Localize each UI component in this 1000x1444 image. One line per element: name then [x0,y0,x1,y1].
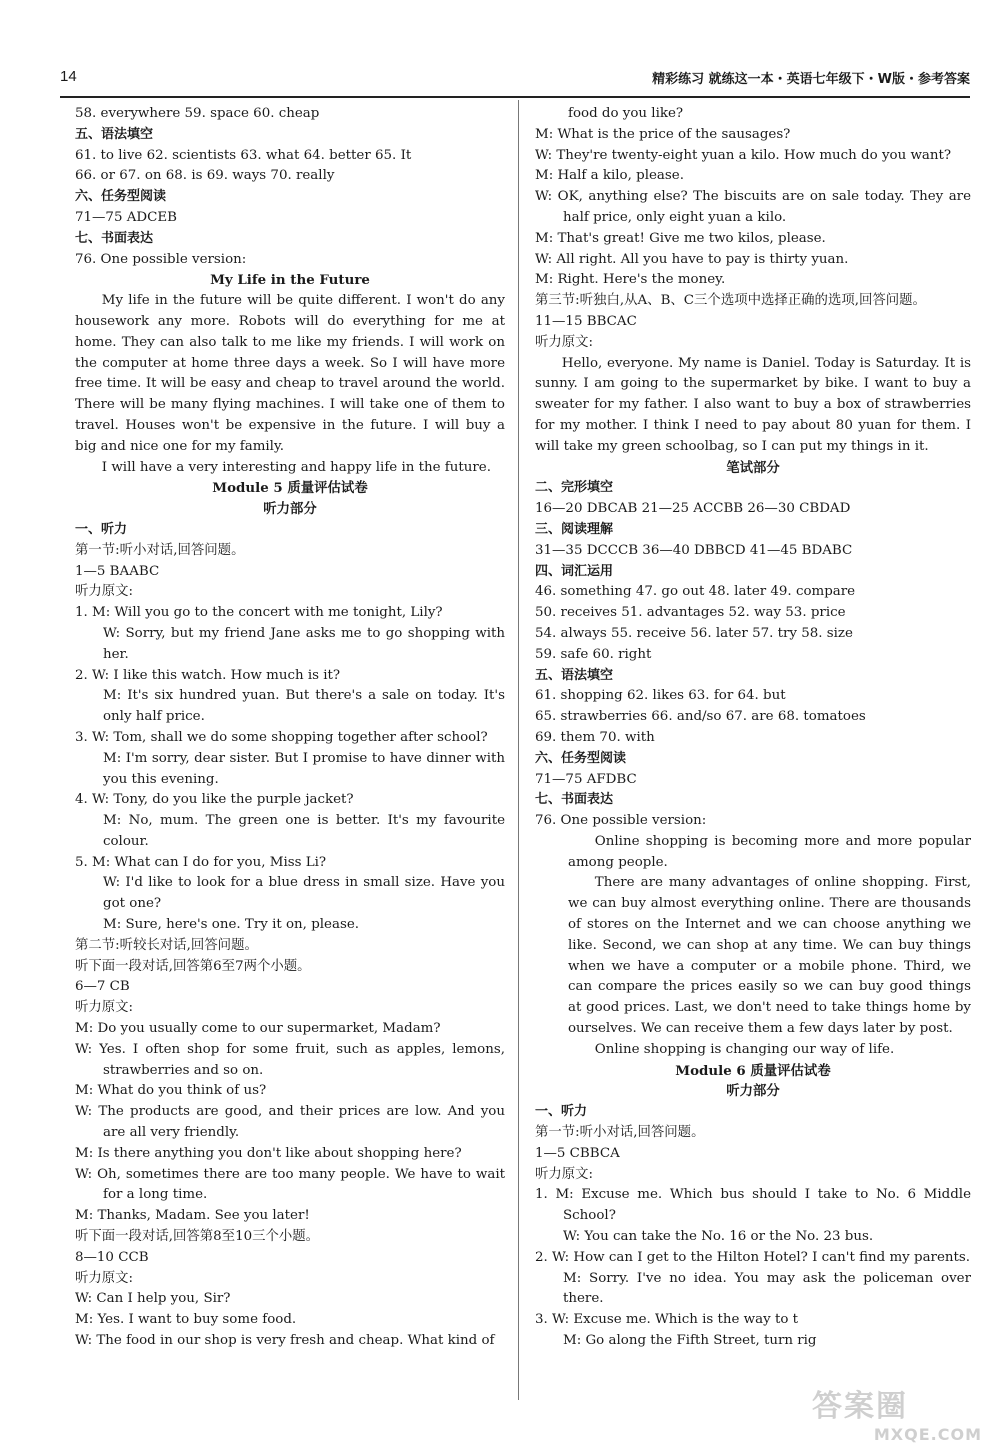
section-heading: 一、听力 [75,521,128,537]
text-line: 听力原文: [535,334,594,350]
section-heading: 七、书面表达 [535,792,614,808]
paragraph: Online shopping is changing our way of life. [594,1041,895,1057]
dialogue-line: food do you like? [568,106,684,121]
dialogue-line: M: Right. Here's the money. [535,272,726,288]
dialogue-line: W: All right. All you have to pay is thirty yuan. [535,251,849,267]
centered-title: 听力部分 [263,501,317,518]
paragraph: There are many advantages of online shopping. First, we can buy almost everything online. There are thousands of stores on the Internet and we can choose anything we like. Second, we can shop at any time. We can buy things when we have a computer or a mobile phone. Third, we can compare the prices easily so we can buy good things at good prices. Last, we don't need to take things home by ourselves. We can receive them a few days later by post. [568,875,971,1037]
instruction-line: 第三节:听独白,从A、B、C三个选项中选择正确的选项,回答问题。 [535,293,926,309]
dialogue-line: M: Sure, here's one. Try it on, please. [103,917,360,933]
dialogue-line: 1. M: Excuse me. Which bus should I take to No. 6 Middle School? [535,1187,971,1224]
text-line: 听力原文: [535,1166,594,1182]
section-heading: 四、词汇运用 [535,563,614,579]
text-line: 1—5 BAABC [75,563,160,579]
dialogue-line: W: The food in our shop is very fresh and cheap. What kind of [75,1333,495,1349]
watermark-top: 答案圈 [812,1389,908,1424]
dialogue-line: W: Sorry, but my friend Jane asks me to go shopping with her. [103,625,505,662]
section-heading: 七、书面表达 [75,230,154,246]
dialogue-line: M: Is there anything you don't like about shopping here? [75,1145,462,1161]
centered-title: 听力部分 [726,1083,780,1100]
left-column [75,104,505,1352]
centered-title: 笔试部分 [726,459,780,476]
text-line: 59. safe 60. right [535,646,652,662]
dialogue-line: W: They're twenty-eight yuan a kilo. How much do you want? [535,147,952,163]
text-line: 69. them 70. with [535,729,655,745]
text-line: 54. always 55. receive 56. later 57. try 58. size [535,625,853,641]
dialogue-line: M: That's great! Give me two kilos, please. [535,230,826,246]
text-line: 66. or 67. on 68. is 69. ways 70. really [75,168,335,184]
text-line: 6—7 CB [75,979,130,995]
dialogue-line: M: Yes. I want to buy some food. [75,1312,297,1328]
dialogue-line: 2. W: I like this watch. How much is it? [75,667,341,683]
text-line: 11—15 BBCAC [535,313,637,329]
dialogue-line: 2. W: How can I get to the Hilton Hotel? I can't find my parents. [535,1249,971,1265]
text-line: 61. shopping 62. likes 63. for 64. but [535,688,786,704]
text-line: 8—10 CCB [75,1249,149,1265]
page-header [60,64,970,98]
dialogue-line: M: I'm sorry, dear sister. But I promise to have dinner with you this evening. [103,750,505,787]
watermark-bottom: MXQE.COM [873,1425,982,1444]
text-line: 听力原文: [75,584,134,600]
text-line: 听下面一段对话,回答第6至7两个小题。 [75,958,311,974]
section-heading: 二、完形填空 [535,480,614,496]
text-line: 46. something 47. go out 48. later 49. compare [535,584,856,600]
dialogue-line: M: What is the price of the sausages? [535,126,791,142]
dialogue-line: M: No, mum. The green one is better. It's my favourite colour. [103,813,505,849]
paragraph: Online shopping is becoming more and more popular among people. [568,833,971,870]
text-line: 第一节:听小对话,回答问题。 [535,1125,705,1141]
dialogue-line: M: What do you think of us? [75,1083,267,1099]
text-line: 听下面一段对话,回答第8至10三个小题。 [75,1229,320,1245]
text-line: 31—35 DCCCB 36—40 DBBCD 41—45 BDABC [535,542,853,558]
text-line: 76. One possible version: [75,251,247,267]
dialogue-line: M: Half a kilo, please. [535,168,684,184]
column-divider [518,100,519,1400]
text-line: 58. everywhere 59. space 60. cheap [75,106,320,121]
dialogue-line: W: OK, anything else? The biscuits are on sale today. They are half price, only eight yuan a kilo. [535,189,971,225]
text-line: 1—5 CBBCA [535,1145,620,1161]
page-number: 14 [60,68,77,85]
dialogue-line: 3. W: Excuse me. Which is the way to t [535,1312,799,1328]
running-title: 精彩练习 就练这一本・英语七年级下・W版・参考答案 [652,72,970,87]
section-heading: 五、语法填空 [75,126,154,142]
paragraph: Hello, everyone. My name is Daniel. Today is Saturday. It is sunny. I am going to the supermarket by bike. I want to buy a sweater for my father. I also want to buy a box of strawberries for my mother. I think I need to pay about 80 yuan for them. I will take my green schoolbag, so I can put my things in it. [535,355,971,454]
centered-title: My Life in the Future [210,272,370,289]
section-heading: 五、语法填空 [535,667,614,683]
section-heading: 一、听力 [535,1104,588,1120]
text-line: 听力原文: [75,1270,134,1286]
dialogue-line: W: Yes. I often shop for some fruit, such as apples, lemons, strawberries and so on. [75,1041,505,1078]
centered-title: Module 5 质量评估试卷 [212,480,368,497]
text-line: 16—20 DBCAB 21—25 ACCBB 26—30 CBDAD [535,501,851,517]
paragraph: I will have a very interesting and happy life in the future. [101,459,491,475]
text-line: 76. One possible version: [535,813,707,829]
dialogue-line: W: Can I help you, Sir? [75,1291,231,1307]
text-line: 71—75 AFDBC [535,771,637,787]
paragraph: My life in the future will be quite different. I won't do any housework any more. Robots will do everything for me at home. They can also talk to me like my friends. I will work on the computer at home three days a week. So I will have more free time. It will be easy and cheap to travel around the world. There will be many flying machines. I will take one of them to travel. Houses won't be expensive in the future. I will buy a big and nice one for my family. [75,293,505,454]
right-column [535,104,971,1352]
dialogue-line: M: Go along the Fifth Street, turn rig [563,1333,817,1349]
dialogue-line: W: Oh, sometimes there are too many people. We have to wait for a long time. [75,1166,505,1203]
text-line: 65. strawberries 66. and/so 67. are 68. tomatoes [535,709,866,725]
section-heading: 三、阅读理解 [535,521,614,537]
dialogue-line: W: The products are good, and their prices are low. And you are all very friendly. [75,1104,505,1141]
dialogue-line: 5. M: What can I do for you, Miss Li? [75,854,327,870]
dialogue-line: M: Thanks, Madam. See you later! [75,1208,310,1224]
text-line: 61. to live 62. scientists 63. what 64. better 65. It [75,147,412,163]
centered-title: Module 6 质量评估试卷 [675,1062,831,1079]
text-line: 50. receives 51. advantages 52. way 53. price [535,605,846,621]
dialogue-line: 4. W: Tony, do you like the purple jacket? [75,792,354,808]
watermark-logo [812,1381,982,1444]
text-line: 听力原文: [75,1000,134,1016]
dialogue-line: W: You can take the No. 16 or the No. 23 bus. [563,1229,874,1245]
dialogue-line: M: Do you usually come to our supermarket, Madam? [75,1021,441,1037]
section-heading: 六、任务型阅读 [75,189,167,205]
text-line: 第一节:听小对话,回答问题。 [75,542,245,558]
dialogue-line: 1. M: Will you go to the concert with me tonight, Lily? [75,605,443,621]
dialogue-line: M: Sorry. I've no idea. You may ask the policeman over there. [563,1270,971,1307]
text-line: 71—75 ADCEB [75,209,177,225]
text-line: 第二节:听较长对话,回答问题。 [75,937,258,953]
dialogue-line: 3. W: Tom, shall we do some shopping together after school? [75,729,488,745]
dialogue-line: W: I'd like to look for a blue dress in small size. Have you got one? [103,875,505,912]
section-heading: 六、任务型阅读 [535,750,627,766]
dialogue-line: M: It's six hundred yuan. But there's a sale on today. It's only half price. [103,688,505,725]
